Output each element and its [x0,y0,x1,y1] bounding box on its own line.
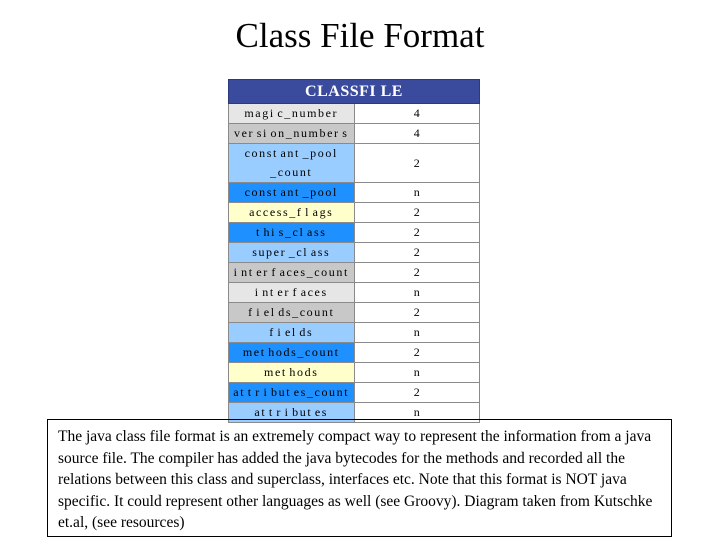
table-header-row [229,80,480,104]
table-row [229,223,480,243]
table-row [229,303,480,323]
field-size-cell: 2 [354,223,480,243]
field-size-cell: n [354,283,480,303]
field-size-cell: 2 [354,343,480,363]
field-name-cell: i nt er f aces_count [229,263,355,283]
table-row [229,263,480,283]
table-row [229,363,480,383]
table-row [229,203,480,223]
field-size-cell: 2 [354,263,480,283]
description-text-box: The java class file format is an extremely compact way to represent the information from a java source file. The compiler has added the java bytecodes for the methods and recorded all the relations between this class and superclass, interfaces etc. Note that this format is NOT java specific. It could represent other languages as well (see Groovy). Diagram taken from Kutschke et.al, (see resources) [47,419,672,537]
field-name-cell: access_f l ags [229,203,355,223]
field-name-cell: met hods [229,363,355,383]
field-name-cell: f i el ds [229,323,355,343]
field-name-cell: magi c_number [229,104,355,124]
field-size-cell: n [354,363,480,383]
classfile-structure-table [228,79,480,423]
field-name-cell: f i el ds_count [229,303,355,323]
table-row [229,383,480,403]
field-name-cell: t hi s_cl ass [229,223,355,243]
table-row [229,283,480,303]
field-size-cell: 2 [354,144,480,183]
field-size-cell: 4 [354,104,480,124]
field-name-cell: const ant _pool [229,183,355,203]
table-body [229,104,480,423]
table-header: CLASSFI LE [229,80,480,104]
table-row [229,243,480,263]
table-row [229,144,480,183]
table-row [229,343,480,363]
field-size-cell: 2 [354,243,480,263]
field-size-cell: 4 [354,124,480,144]
field-size-cell: 2 [354,303,480,323]
field-size-cell: n [354,183,480,203]
field-size-cell: n [354,323,480,343]
field-name-cell: const ant _pool _count [229,144,355,183]
field-name-cell: met hods_count [229,343,355,363]
field-name-cell: super _cl ass [229,243,355,263]
table-row [229,104,480,124]
table-row [229,183,480,203]
field-name-cell: at t r i but es_count [229,383,355,403]
field-name-cell: at t r i but es [229,403,355,423]
field-name-cell: i nt er f aces [229,283,355,303]
field-name-cell: ver si on_number s [229,124,355,144]
table-row [229,124,480,144]
field-size-cell: 2 [354,203,480,223]
slide-title: Class File Format [235,16,485,55]
field-size-cell: 2 [354,383,480,403]
table-row [229,323,480,343]
field-size-cell: n [354,403,480,423]
